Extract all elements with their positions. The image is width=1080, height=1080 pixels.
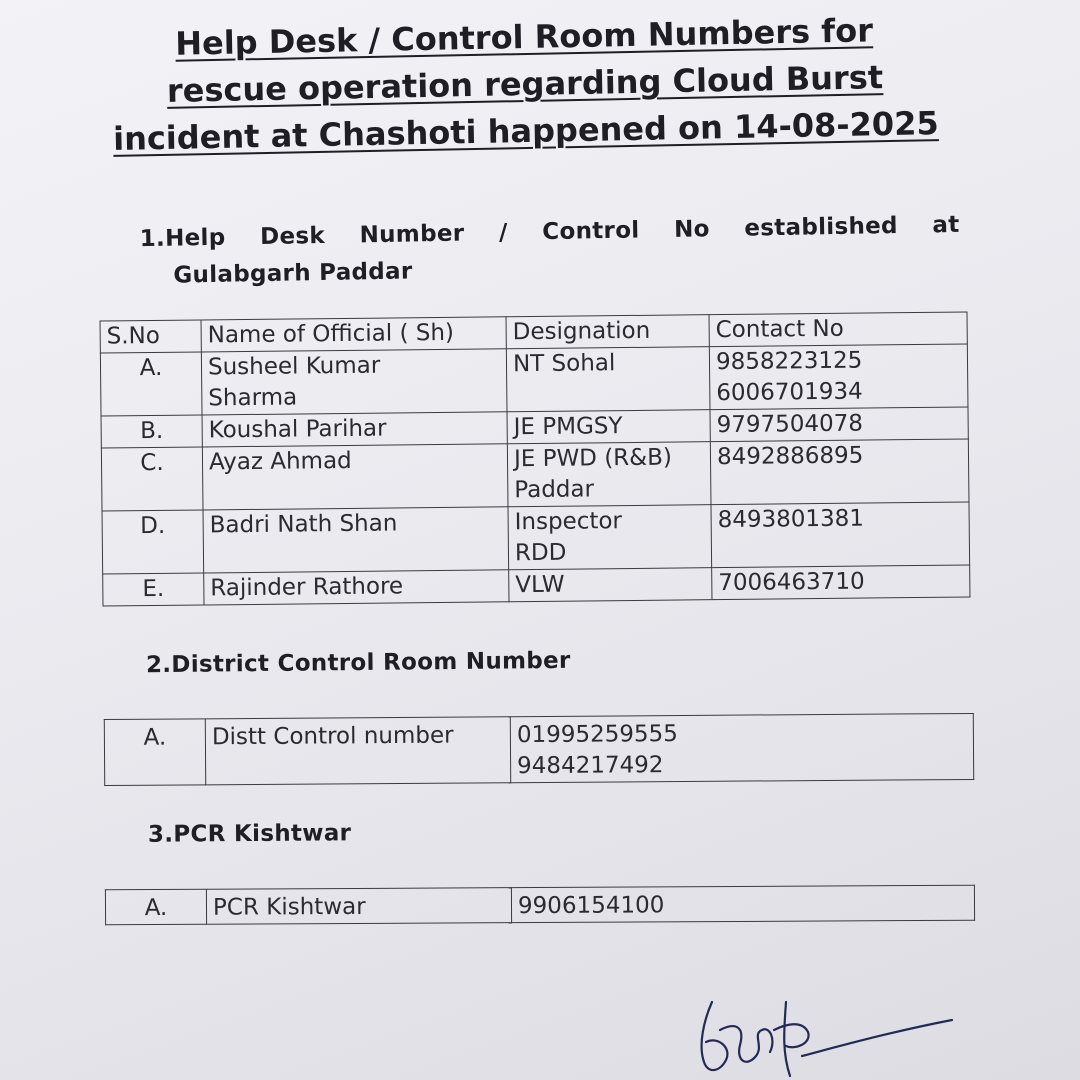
signature-stroke — [702, 1002, 952, 1076]
document-title — [94, 6, 957, 163]
cell-sno: E. — [103, 573, 204, 606]
heading-word: No — [673, 216, 710, 243]
heading-word: Control — [542, 217, 640, 246]
cell-contact: 01995259555 9484217492 — [510, 713, 973, 782]
cell-contact: 8492886895 — [710, 439, 969, 505]
cell-sno: A. — [100, 352, 202, 416]
cell-sno: A. — [105, 889, 206, 925]
heading-word: 1.Help — [139, 224, 226, 253]
title-line-3: incident at Chashoti happened on 14-08-2025 — [112, 104, 939, 158]
table-row — [104, 713, 973, 785]
cell-name: Koushal Parihar — [202, 412, 507, 447]
cell-name: Susheel Kumar Sharma — [201, 349, 507, 415]
cell-designation: VLW — [509, 568, 712, 602]
section-3-heading: 3.PCR Kishtwar — [147, 820, 352, 848]
heading-word: Number — [359, 220, 465, 249]
cell-contact: 9797504078 — [710, 407, 968, 442]
table-row — [100, 344, 968, 416]
cell-sno: C. — [101, 447, 203, 511]
cell-name: Ayaz Ahmad — [202, 444, 508, 510]
column-header-name: Name of Official ( Sh) — [201, 317, 506, 352]
column-header-sno: S.No — [100, 320, 201, 353]
table-row — [101, 439, 969, 511]
column-header-designation: Designation — [506, 315, 709, 349]
cell-contact: 9858223125 6006701934 — [709, 344, 968, 410]
column-header-contact: Contact No — [709, 312, 967, 347]
table-row — [102, 502, 970, 574]
section-1-heading — [139, 207, 960, 295]
heading-word: established — [744, 212, 899, 242]
heading-word: at — [932, 211, 960, 239]
cell-name: PCR Kishtwar — [206, 888, 511, 925]
cell-sno: D. — [102, 510, 204, 574]
title-line-2: rescue operation regarding Cloud Burst — [166, 58, 884, 110]
title-line-1: Help Desk / Control Room Numbers for — [174, 11, 874, 63]
heading-word: / — [498, 219, 508, 246]
table-row — [105, 885, 974, 925]
cell-name: Rajinder Rathore — [204, 570, 509, 605]
cell-name: Badri Nath Shan — [203, 507, 509, 573]
cell-sno: A. — [104, 719, 205, 786]
cell-designation: JE PWD (R&B) Paddar — [507, 442, 711, 507]
heading-word: Desk — [259, 222, 326, 251]
cell-designation: JE PMGSY — [507, 410, 710, 444]
cell-contact: 7006463710 — [712, 565, 970, 600]
cell-name: Distt Control number — [205, 717, 510, 785]
cell-designation: NT Sohal — [506, 347, 710, 412]
pcr-table — [105, 885, 975, 926]
help-desk-table — [100, 311, 971, 606]
cell-designation: Inspector RDD — [508, 505, 712, 570]
section-1-heading-line-2: Gulabgarh Paddar — [173, 258, 413, 289]
section-2-heading: 2.District Control Room Number — [145, 647, 571, 679]
cell-sno: B. — [101, 415, 202, 448]
signature — [690, 990, 960, 1080]
cell-contact: 9906154100 — [511, 885, 974, 922]
cell-contact: 8493801381 — [711, 502, 970, 568]
district-control-table — [104, 713, 974, 786]
